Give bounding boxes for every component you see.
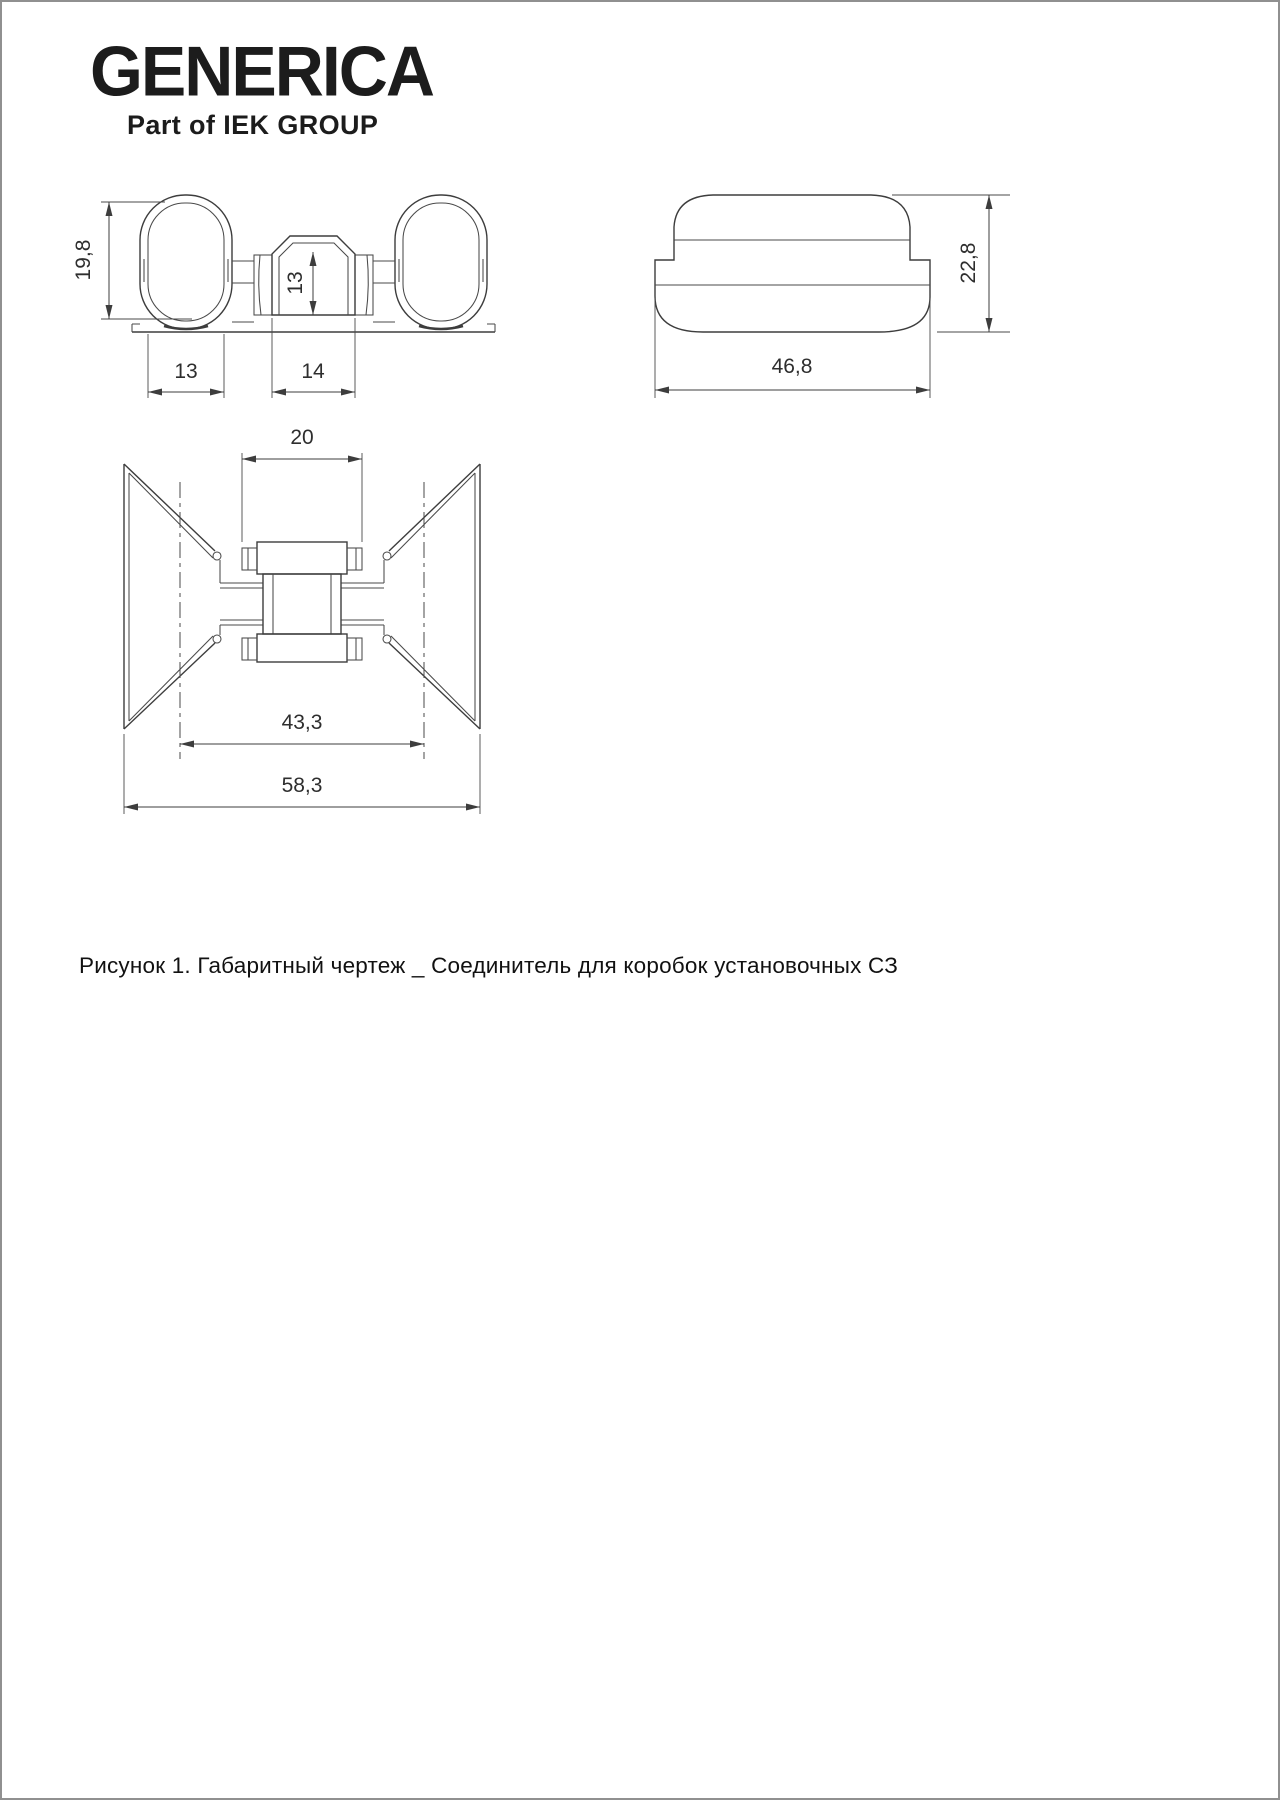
plan-dimensions [124,426,480,814]
plan-view [124,426,480,814]
front-dimensions [72,202,355,398]
dim-label-front-height: 19,8 [72,239,95,281]
dim-label-side-height: 22,8 [957,242,980,284]
dim-label-plan-outer-span: 58,3 [281,774,323,797]
figure-caption: Рисунок 1. Габаритный чертеж _ Соединитель для коробок установочных СЗ [79,953,898,978]
dimensional-drawing [2,2,1280,862]
side-view [655,195,1010,398]
dim-label-front-socket-depth: 13 [284,271,307,295]
plan-left-funnel [124,464,221,729]
dim-label-front-center-width: 14 [301,360,325,383]
brand-tagline: Part of IEK GROUP [127,110,379,140]
plan-right-funnel [383,464,480,729]
dim-label-plan-inner-span: 43,3 [281,711,323,734]
front-right-socket [395,195,487,329]
dim-label-plan-connector-width: 20 [290,426,314,449]
front-left-socket [140,195,232,329]
plan-center-block [242,542,362,662]
dim-label-side-width: 46,8 [771,355,813,378]
side-dimensions [655,195,1010,398]
dim-label-front-left-width: 13 [174,360,198,383]
brand-wordmark: GENERICA [90,31,433,111]
side-profile [655,195,930,332]
front-view [72,195,495,398]
plan-rails [220,583,384,625]
